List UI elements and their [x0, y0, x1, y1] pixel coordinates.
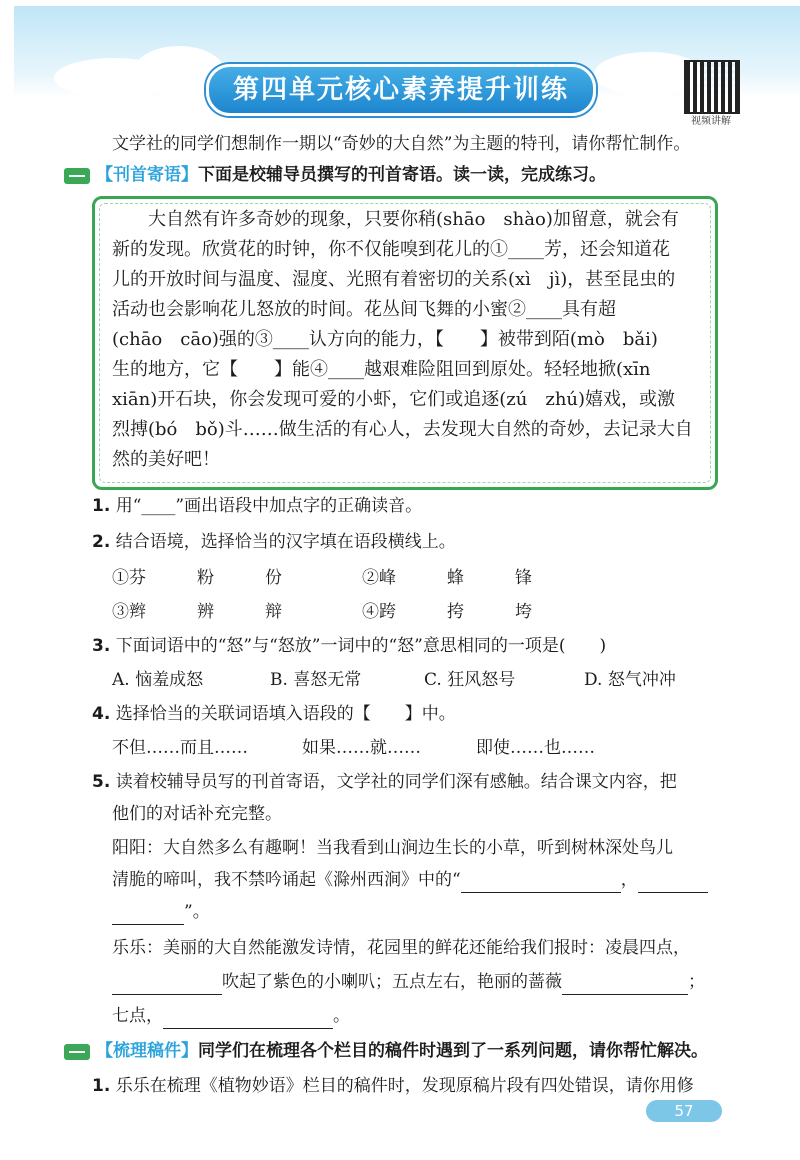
section2-title: 同学们在梳理各个栏目的稿件时遇到了一系列问题，请你帮忙解决。: [198, 1041, 708, 1061]
dialogue-text: 清脆的啼叫，我不禁吟诵起《滁州西涧》中的“: [112, 870, 461, 890]
passage-line: 儿的开放时间与温度、湿度、光照有着密切的关系(xì jì)，甚至昆虫的: [112, 269, 676, 290]
dialogue-text: ”。: [184, 902, 210, 922]
answer-blank[interactable]: [112, 970, 222, 995]
section2-tag: 【梳理稿件】: [96, 1041, 198, 1061]
dialogue-yangyang: 阳阳：大自然多么有趣啊！当我看到山涧边生长的小草，听到树林深处鸟儿: [112, 838, 673, 858]
section-marker-icon: [64, 1044, 90, 1060]
option-group: ①芬 粉 份: [112, 568, 282, 588]
section1-title: 下面是校辅导员撰写的刊首寄语。读一读，完成练习。: [198, 165, 606, 185]
question-5: [92, 770, 677, 794]
passage-line: 生的地方，它【 】能④____越艰难险阻回到原处。轻轻地掀(xīn: [112, 359, 651, 380]
dialogue-lele-3: [112, 1004, 350, 1029]
question-text: 读着校辅导员写的刊首寄语，文学社的同学们深有感触。结合课文内容，把: [115, 772, 677, 792]
dialogue-lele: 乐乐：美丽的大自然能激发诗情，花园里的鲜花还能给我们报时：凌晨四点，: [112, 938, 690, 958]
dialogue-yangyang-3: [112, 900, 210, 925]
option-group: ③辫 辨 辩: [112, 602, 282, 622]
dialogue-text: 。: [333, 1006, 350, 1026]
question-3: [92, 634, 606, 658]
question-text: 他们的对话补充完整。: [112, 804, 282, 824]
question-text: 用“____”画出语段中加点字的正确读音。: [115, 496, 423, 516]
question-number: 1.: [92, 1076, 111, 1096]
dialogue-lele-2: [112, 970, 705, 995]
question-4: [92, 702, 456, 726]
question-number: 3.: [92, 636, 111, 656]
question-text: 选择恰当的关联词语填入语段的【 】中。: [115, 704, 456, 724]
passage-line: (chāo cāo)强的③____认方向的能力，【 】被带到陌(mò bǎi): [112, 329, 658, 350]
question-2: [92, 530, 456, 554]
section-marker-icon: [64, 168, 90, 184]
qr-code-icon[interactable]: [684, 60, 740, 114]
choice-c[interactable]: C. 狂风怒号: [424, 670, 516, 690]
question-6: [92, 1074, 694, 1098]
question-number: 5.: [92, 772, 111, 792]
choice-b[interactable]: B. 喜怒无常: [270, 670, 362, 690]
choice-a[interactable]: A. 恼羞成怒: [112, 670, 204, 690]
passage-line: xiān)开石块，你会发现可爱的小虾，它们或追逐(zú zhú)嬉戏，或激: [112, 389, 676, 410]
question-number: 2.: [92, 532, 111, 552]
question-number: 4.: [92, 704, 111, 724]
passage-line: 活动也会影响花儿怒放的时间。花丛间飞舞的小蜜②____具有超: [112, 299, 616, 320]
choice-d[interactable]: D. 怒气冲冲: [584, 670, 676, 690]
page-number: 57: [646, 1100, 722, 1122]
passage-line: 大自然有许多奇妙的现象，只要你稍(shāo shào)加留意，就会有: [148, 209, 679, 230]
qr-label: 视频讲解: [691, 116, 731, 127]
answer-blank[interactable]: [112, 900, 184, 925]
conjunction-option: 不但……而且……: [112, 738, 248, 758]
dialogue-text: ；: [688, 972, 705, 992]
intro-text: 文学社的同学们想制作一期以“奇妙的大自然”为主题的特刊，请你帮忙制作。: [112, 134, 691, 154]
dialogue-yangyang-2: [112, 868, 708, 893]
answer-blank[interactable]: [461, 868, 621, 893]
conjunction-option: 即使……也……: [476, 738, 595, 758]
passage-line: 新的发现。欣赏花的时钟，你不仅能嗅到花儿的①____芳，还会知道花: [112, 239, 670, 260]
question-1: [92, 494, 422, 518]
option-group: ②峰 蜂 锋: [362, 568, 532, 588]
conjunction-option: 如果……就……: [302, 738, 421, 758]
passage-line: 然的美好吧！: [112, 449, 220, 470]
dialogue-text: 吹起了紫色的小喇叭；五点左右，艳丽的蔷薇: [222, 972, 562, 992]
passage-line: 烈搏(bó bǒ)斗……做生活的有心人，去发现大自然的奇妙，去记录大自: [112, 419, 693, 440]
dialogue-text: 七点，: [112, 1006, 163, 1026]
question-text: 乐乐在梳理《植物妙语》栏目的稿件时，发现原稿片段有四处错误，请你用修: [115, 1076, 694, 1096]
dialogue-text: ，: [620, 870, 638, 890]
question-text: 下面词语中的“怒”与“怒放”一词中的“怒”意思相同的一项是( ): [115, 636, 607, 656]
section1-tag: 【刊首寄语】: [96, 165, 198, 185]
answer-blank[interactable]: [163, 1004, 333, 1029]
answer-blank[interactable]: [562, 970, 688, 995]
question-text: 结合语境，选择恰当的汉字填在语段横线上。: [115, 532, 456, 552]
section1-heading: [96, 163, 606, 187]
question-number: 1.: [92, 496, 111, 516]
section2-heading: [96, 1039, 708, 1063]
option-group: ④跨 挎 垮: [362, 602, 532, 622]
page-title: 第四单元核心素养提升训练: [206, 64, 596, 116]
answer-blank[interactable]: [638, 868, 708, 893]
